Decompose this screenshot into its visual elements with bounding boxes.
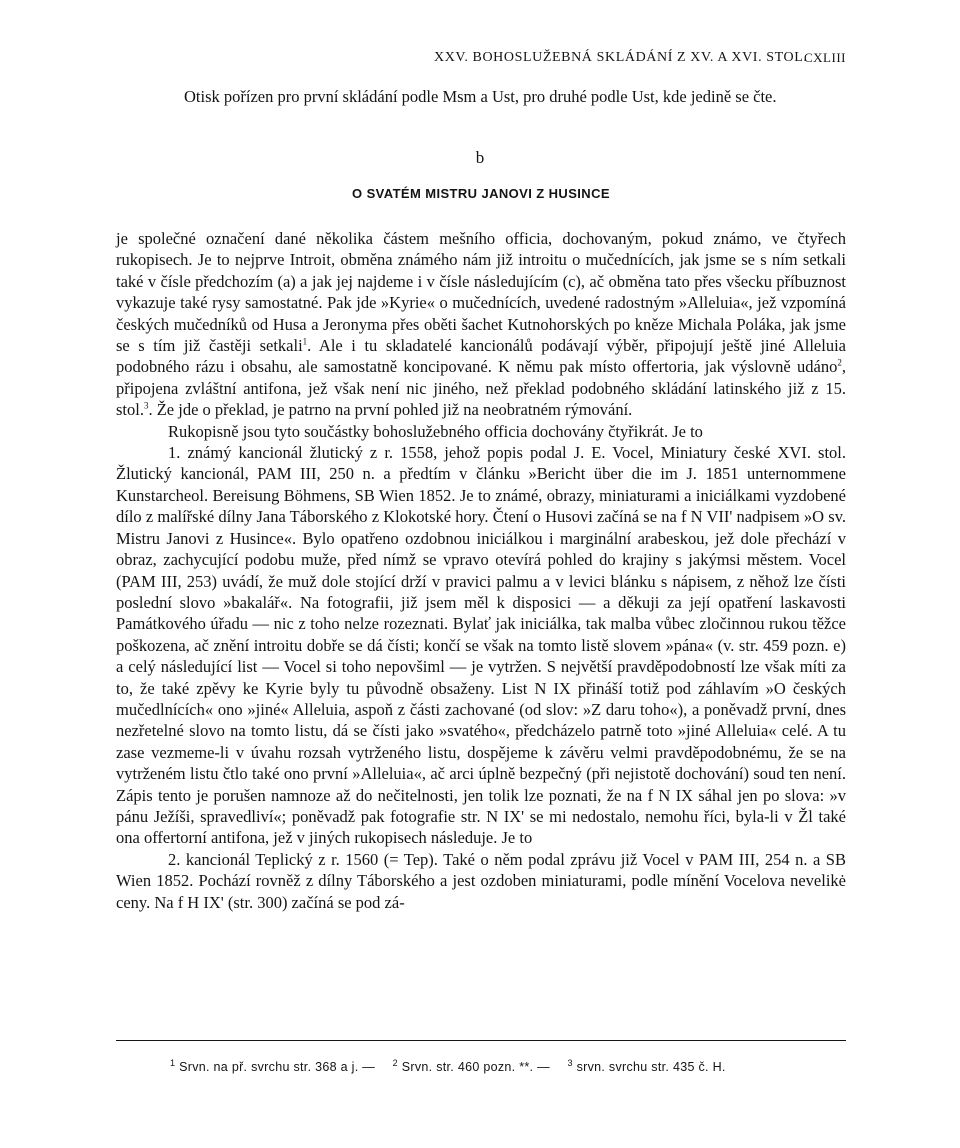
footnote-ref-1: 1 <box>302 336 308 347</box>
paragraph-1-part-d: . Že jde o překlad, je patrno na první pohled již na neobratném rýmování. <box>148 400 633 420</box>
footnote-2-mark: 2 <box>392 1057 398 1068</box>
footnotes <box>170 1058 846 1076</box>
footnote-3: srvn. svrchu str. 435 č. H. <box>576 1060 726 1074</box>
paragraph-1-part-c: , připojena zvláštní antifona, jež však není nic jiného, než překlad podobného skládání latinského již z 15. stol. <box>116 357 846 420</box>
paragraph-2: Rukopisně jsou tyto součástky bohoslužebného officia dochovány čtyřikrát. Je to <box>168 421 703 441</box>
running-header <box>116 50 846 72</box>
section-title: O SVATÉM MISTRU JANOVI Z HUSINCE <box>352 186 610 201</box>
footnote-ref-2: 2 <box>837 357 842 368</box>
paragraph-1-part-b: . Ale i tu skladatelé kancionálů podávají výběr, připojují ještě jiné Alleluia podobného rázu i obsahu, ale samostatně koncipované. K němu pak místo offertoria, jak výslovně udáno <box>116 336 846 377</box>
paragraph-3: 1. známý kancionál žlutický z r. 1558, jehož popis podal J. E. Vocel, Miniatury české XVI. stol. Žlutický kancionál, PAM III, 250 n. a předtím v článku »Bericht über die im J. 1851 unternommene Kunstarcheol. Bereisung Böhmens, SB Wien 1852. Je to známé, obrazy, miniaturami a iniciálkami vyzdobené dílo z malířské dílny Jana Táborského z Klokotské hory. Čtení o Husovi začíná se na f N VII' nadpisem »O sv. Mistru Janovi z Husince«. Bylo opatřeno ozdobnou iniciálkou i marginální arabeskou, jež dole přechází v obraz, zachycující podobu muže, před nímž se vpravo otevírá pohled do krajiny s jakýmsi městem. Vocel (PAM III, 253) uvádí, že muž dole stojící drží v pravici palmu a v levici blánku s nápisem, z něhož lze čísti poslední slovo »bakalář«. Na fotografii, již jsem měl k disposici — a děkuji za její opatření laskavosti Památkového úřadu — nic z toho nelze rozeznati. Bylať jak iniciálka, tak malba vůbec zločinnou rukou těžce poškozena, ač znění introitu dobře se dá čísti; končí se však na tomto listě slovem »pána« (v. str. 459 pozn. e) a celý následující list — Vocel si toho nepovšiml — je vytržen. S největší pravděpodobností lze však míti za to, že také zpěvy ke Kyrie byly tu původně obsaženy. List N IX přináší totiž pod záhlavím »O českých mučedlnících« ono »jiné« Alleluia, aspoň z části zachované (od slov: »Z daru toho«), a poněvadž první, dnes nezřetelné slovo na tomto listu, dá se čísti jako »svatého«, předcházelo patrně toto »jiné Alleluia« celé. A tu zase vezmeme-li v úvahu rozsah vytrženého listu, dospějeme k závěru velmi pravděpodobnému, že se na vytrženém listu čtlo také ono první »Alleluia«, ač arci úplně bezpečný (při nejistotě dochování) soud ten není. Zápis tento je porušen namnoze až do nečitelnosti, jen tolik lze poznati, že na f N IX sáhal jen po slova: »v pánu Ježíši, spravedliví«; poněvadž pak fotografie str. N IX' se mi nedostalo, nemohu říci, byla-li v Žl také ona offertorní antifona, jež v jiných rukopisech následuje. Je to <box>116 443 846 848</box>
footnote-1: Srvn. na př. svrchu str. 368 a j. — <box>179 1060 376 1074</box>
footnote-1-mark: 1 <box>170 1057 176 1068</box>
footnote-ref-3: 3 <box>143 400 149 411</box>
body-text <box>116 228 846 913</box>
paragraph-1-part-a: je společné označení dané několika částem mešního officia, dochovaným, pokud známo, ve čtyřech rukopisech. Je to nejprve Introit, obměna známého nám již introitu o mučednících, jak jsme se s ním setkali také v čísle předchozím (a) a jak jej najdeme i v čísle následujícím (c), ač obměna tato přes všecku příbuznost vykazuje také rysy samostatné. Pak jde »Kyrie« o mučednících, uvedené radostným »Alleluia«, jež vzpomíná českých mučedníků od Husa a Jeronyma přes oběti šachet Kutnohorských po kněze Michala Poláka, jak jsme se s tím již častěji setkali <box>116 229 846 356</box>
section-letter: b <box>475 148 485 167</box>
footnote-2: Srvn. str. 460 pozn. **. — <box>401 1060 550 1074</box>
running-title: XXV. BOHOSLUŽEBNÁ SKLÁDÁNÍ Z XV. A XVI. STOL. <box>434 50 808 65</box>
footnote-3-mark: 3 <box>567 1057 573 1068</box>
intro-paragraph: Otisk pořízen pro první skládání podle Msm a Ust, pro druhé podle Ust, kde jedině se čte. <box>184 87 777 106</box>
paragraph-1 <box>116 228 846 421</box>
page-number: CXLIII <box>804 50 846 65</box>
paragraph-4: 2. kancionál Teplický z r. 1560 (= Tep). Také o něm podal zprávu již Vocel v PAM III, 254 n. a SB Wien 1852. Pochází rovněž z dílny Táborského a jest ozdoben miniaturami, podle mínění Vocelova nevelikė ceny. Na f H IX' (str. 300) začíná se pod zá- <box>116 849 846 912</box>
footnote-divider <box>116 1040 846 1041</box>
